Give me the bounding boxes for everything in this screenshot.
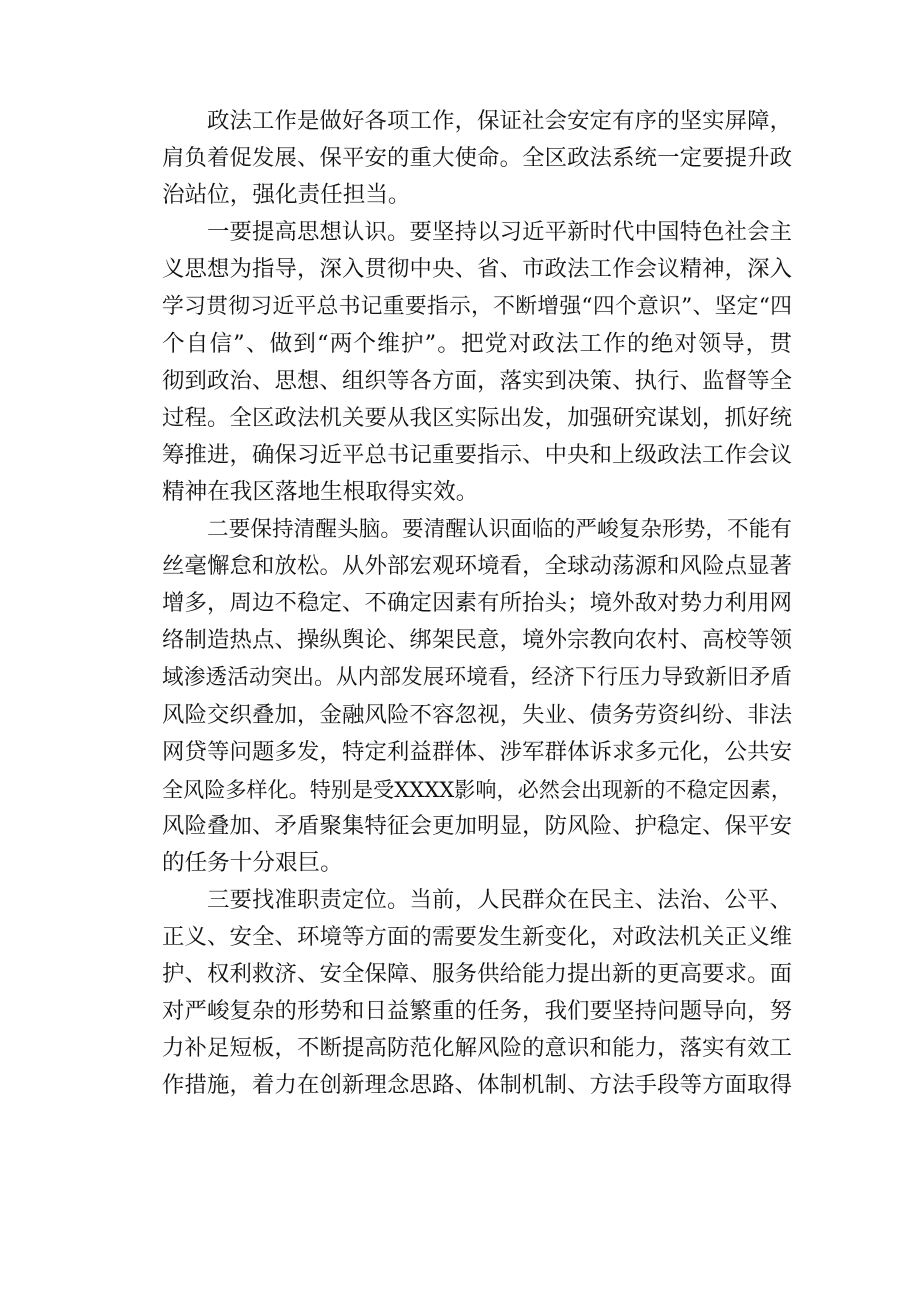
- text-line: 全风险多样化。特别是受XXXX影响，必然会出现新的不稳定因素，: [162, 776, 792, 802]
- text-line: 正义、安全、环境等方面的需要发生新变化，对政法机关正义维: [162, 924, 792, 951]
- document-body: [162, 103, 792, 1105]
- paragraph-first-point: [162, 214, 792, 511]
- text-line: 肩负着促发展、保平安的重大使命。全区政法系统一定要提升政: [162, 145, 792, 172]
- text-line: 风险叠加、矛盾聚集特征会更加明显，防风险、护稳定、保平安: [162, 812, 792, 839]
- paragraph-intro: [162, 103, 792, 214]
- paragraph-third-point: [162, 882, 792, 1105]
- text-line: 风险交织叠加，金融风险不容忽视，失业、债务劳资纠纷、非法: [162, 701, 792, 728]
- text-line: 网贷等问题多发，特定利益群体、涉军群体诉求多元化，公共安: [162, 738, 792, 765]
- text-line: 对严峻复杂的形势和日益繁重的任务，我们要坚持问题导向，努: [162, 998, 792, 1025]
- text-line: 二要保持清醒头脑。要清醒认识面临的严峻复杂形势，不能有: [207, 517, 792, 543]
- text-line: 力补足短板，不断提高防范化解风险的意识和能力，落实有效工: [162, 1035, 792, 1062]
- text-line: 增多，周边不稳定、不确定因素有所抬头；境外敌对势力利用网: [162, 590, 792, 617]
- text-line: 筹推进，确保习近平总书记重要指示、中央和上级政法工作会议: [162, 441, 792, 468]
- text-line: 作措施，着力在创新理念思路、体制机制、方法手段等方面取得: [162, 1072, 792, 1099]
- text-line: 络制造热点、操纵舆论、绑架民意，境外宗教向农村、高校等领: [162, 627, 792, 654]
- text-line: 护、权利救济、安全保障、服务供给能力提出新的更高要求。面: [162, 961, 792, 988]
- text-line: 三要找准职责定位。当前，人民群众在民主、法治、公平、: [207, 886, 792, 913]
- text-line: 域渗透活动突出。从内部发展环境看，经济下行压力导致新旧矛盾: [162, 665, 792, 691]
- text-line: 过程。全区政法机关要从我区实际出发，加强研究谋划，抓好统: [162, 404, 792, 431]
- text-line: 一要提高思想认识。要坚持以习近平新时代中国特色社会主: [207, 219, 792, 246]
- text-line: 学习贯彻习近平总书记重要指示，不断增强“四个意识”、坚定“四: [162, 294, 792, 320]
- text-line: 精神在我区落地生根取得实效。: [162, 478, 479, 505]
- text-line: 彻到政治、思想、组织等各方面，落实到决策、执行、监督等全: [162, 367, 792, 394]
- text-line: 治站位，强化责任担当。: [162, 182, 411, 209]
- text-line: 政法工作是做好各项工作，保证社会安定有序的坚实屏障，: [207, 108, 792, 134]
- text-line: 义思想为指导，深入贯彻中央、省、市政法工作会议精神，深入: [162, 256, 792, 283]
- text-line: 丝毫懈怠和放松。从外部宏观环境看，全球动荡源和风险点显著: [162, 553, 792, 580]
- paragraph-second-point: [162, 511, 792, 882]
- text-line: 的任务十分艰巨。: [162, 849, 343, 876]
- text-line: 个自信”、做到“两个维护”。把党对政法工作的绝对领导，贯: [162, 330, 792, 357]
